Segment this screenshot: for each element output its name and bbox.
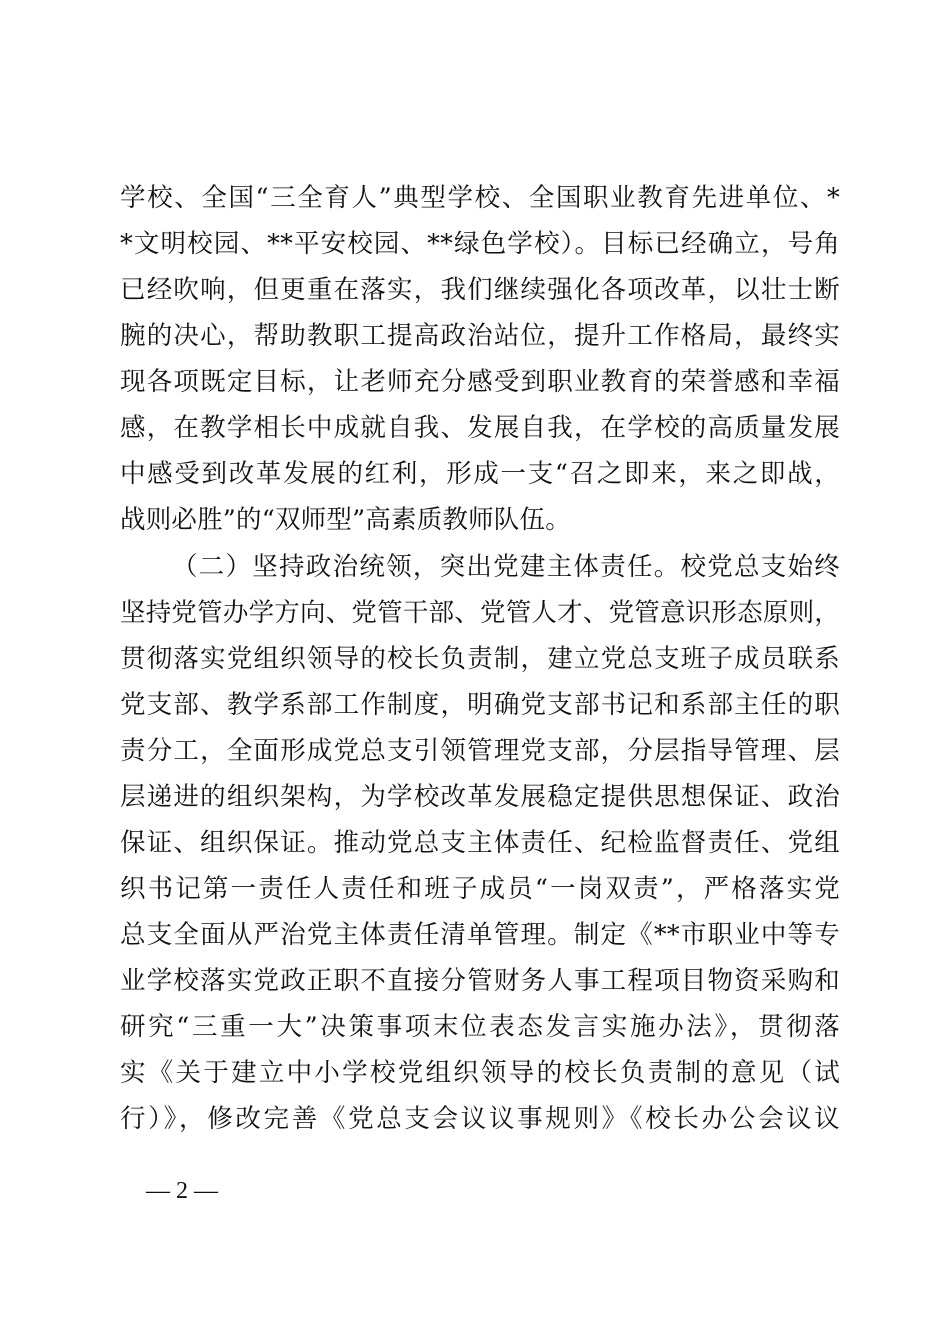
paragraph-continuation xyxy=(120,175,840,543)
text-line: 实《关于建立中小学校党组织领导的校长负责制的意见（试 xyxy=(120,1058,840,1088)
text-line: 研究“三重一大”决策事项末位表态发言实施办法》，贯彻落 xyxy=(120,1012,840,1042)
text-line: 感，在教学相长中成就自我、发展自我，在学校的高质量发展 xyxy=(120,413,840,443)
text-line: 腕的决心，帮助教职工提高政治站位，提升工作格局，最终实 xyxy=(120,321,840,351)
text-line: 已经吹响，但更重在落实，我们继续强化各项改革，以壮士断 xyxy=(120,275,840,305)
text-line: 保证、组织保证。推动党总支主体责任、纪检监督责任、党组 xyxy=(120,828,840,858)
text-line: 现各项既定目标，让老师充分感受到职业教育的荣誉感和幸福 xyxy=(120,367,840,397)
text-line: 学校、全国“三全育人”典型学校、全国职业教育先进单位、* xyxy=(120,183,840,213)
text-line: 中感受到改革发展的红利，形成一支“召之即来，来之即战， xyxy=(120,459,840,489)
text-line: 织书记第一责任人责任和班子成员“一岗双责”，严格落实党 xyxy=(120,874,840,904)
text-line: 总支全面从严治党主体责任清单管理。制定《**市职业中等专 xyxy=(120,920,840,950)
text-line: 战则必胜”的“双师型”高素质教师队伍。 xyxy=(120,505,571,535)
text-line: *文明校园、**平安校园、**绿色学校）。目标已经确立，号角 xyxy=(120,229,840,259)
page-number: — 2 — xyxy=(146,1178,218,1204)
text-line: 党支部、教学系部工作制度，明确党支部书记和系部主任的职 xyxy=(120,690,840,720)
text-line: 行）》，修改完善《党总支会议议事规则》《校长办公会议议 xyxy=(120,1104,840,1134)
text-line: 贯彻落实党组织领导的校长负责制，建立党总支班子成员联系 xyxy=(120,644,840,674)
text-line: 层递进的组织架构，为学校改革发展稳定提供思想保证、政治 xyxy=(120,782,840,812)
section-heading-line: （二）坚持政治统领，突出党建主体责任。校党总支始终 xyxy=(172,552,840,582)
text-line: 责分工，全面形成党总支引领管理党支部，分层指导管理、层 xyxy=(120,736,840,766)
section-two-paragraph xyxy=(120,544,840,1142)
text-line: 业学校落实党政正职不直接分管财务人事工程项目物资采购和 xyxy=(120,966,840,996)
text-line: 坚持党管办学方向、党管干部、党管人才、党管意识形态原则， xyxy=(120,598,840,628)
